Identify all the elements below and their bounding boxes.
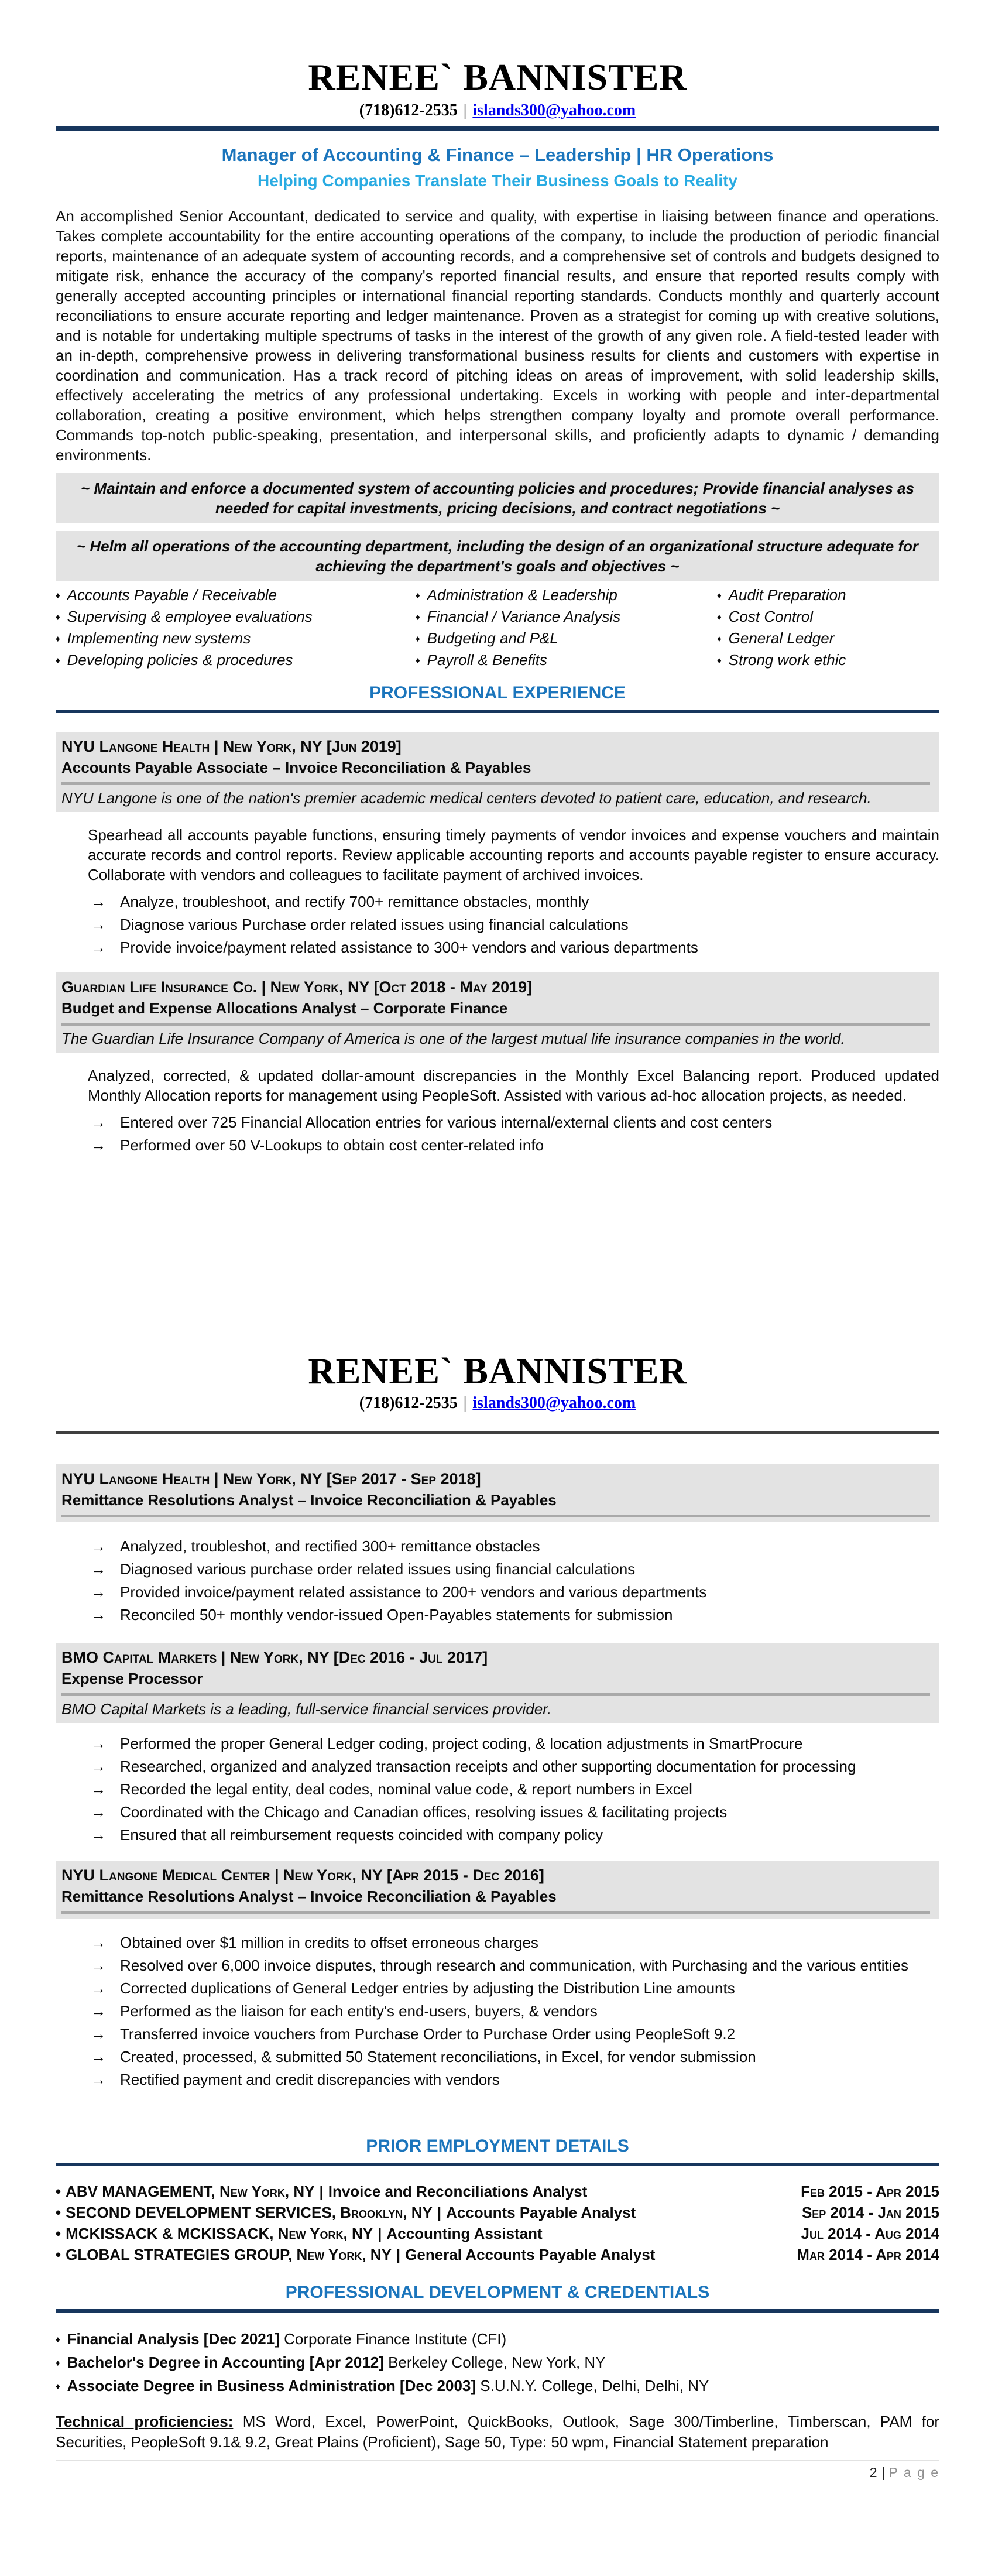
job-company-line: Guardian Life Insurance Co. | New York, NY [Oct 2018 - May 2019]: [61, 978, 533, 996]
quote-box: ~ Maintain and enforce a documented system of accounting policies and procedures; Provide financial analyses as needed for capital investments, pricing decisions, and contract negotiations ~: [56, 473, 939, 523]
bullet-item: [91, 1583, 939, 1601]
bullet-item: [91, 1560, 939, 1578]
summary-paragraph: An accomplished Senior Accountant, dedicated to service and quality, with expertise in liaising between finance and operations. Takes complete accountability for the entire accounting operations of the company, to include the production of periodic financial reports, maintenance of an adequate system of accounting records, and a comprehensive set of controls and budgets designed to mitigate risk, enhance the accuracy of the company's reported financial results, and ensure that reported results comply with generally accepted accounting principles or international financial reporting standards. Conducts monthly and quarterly account reconciliations to ensure accurate reporting and ledger maintenance. Proven as a strategist for coming up with creative solutions, and is notable for undertaking multiple spectrums of tasks in the interest of the growth of any given role. A field-tested leader with an in-depth, comprehensive prowess in delivering transformational business results for clients and customers with expertise in coordination and communication. Has a track record of pitching ideas on areas of improvement, with solid leadership skills, effectively accelerating the metrics of any professional undertaking. Excels in working with people and inter-departmental collaboration, creating a positive environment, which helps strengthen company loyalty and promote overall performance. Commands top-notch public-speaking, presentation, and interpersonal skills, and proficiently adapts to dynamic / demanding environments.: [56, 207, 939, 464]
bullet-text: Corrected duplications of General Ledger entries by adjusting the Distribution Line amounts: [120, 1979, 735, 1997]
development-section: [56, 2282, 939, 2452]
bullet-item: [91, 1735, 939, 1752]
arrow-bullet-icon: →: [91, 1803, 106, 1821]
prior-row: [56, 2225, 939, 2242]
dot-bullet-icon: •: [56, 2183, 61, 2200]
job-entry: [56, 1643, 939, 1849]
footer-label: P a g e: [888, 2465, 939, 2480]
arrow-bullet-icon: →: [91, 1560, 106, 1578]
skill-label: Financial / Variance Analysis: [427, 608, 621, 625]
bullet-item: [91, 1780, 939, 1798]
skill-item: [717, 607, 939, 629]
skills-column-2: [416, 585, 717, 672]
skill-label: Strong work ethic: [728, 651, 846, 669]
job-divider: [61, 1023, 930, 1026]
skill-item: [56, 585, 416, 607]
bullet-text: Performed over 50 V-Lookups to obtain cost center-related info: [120, 1136, 544, 1154]
job-header-box: [56, 1643, 939, 1723]
job-entry: [56, 1464, 939, 1629]
contact-line: [56, 101, 939, 121]
prior-left: [56, 2225, 801, 2242]
credential-item: [56, 2330, 939, 2351]
diamond-bullet-icon: ♦: [717, 656, 722, 666]
skill-item: [56, 607, 416, 629]
bullet-item: [91, 1803, 939, 1821]
credential-detail: S.U.N.Y. College, Delhi, Delhi, NY: [476, 2377, 709, 2395]
job-header-box: [56, 972, 939, 1053]
email-link[interactable]: islands300@yahoo.com: [472, 1394, 636, 1412]
skill-label: Administration & Leadership: [427, 586, 617, 604]
bullet-text: Provided invoice/payment related assistance to 200+ vendors and various departments: [120, 1583, 707, 1601]
skills-list: [56, 585, 939, 672]
job-description: NYU Langone is one of the nation's premier academic medical centers devoted to patient care, education, and research.: [61, 789, 872, 807]
credential-title: Financial Analysis [Dec 2021]: [67, 2330, 280, 2348]
job-paragraph: Analyzed, corrected, & updated dollar-amount discrepancies in the Monthly Excel Balancing report. Produced updated Monthly Allocation reports for management using PeopleSoft. Assisted with various ad-hoc allocation projects, as needed.: [88, 1067, 939, 1104]
diamond-bullet-icon: ♦: [717, 612, 722, 622]
bullet-item: [91, 1136, 939, 1154]
prior-employment-section: [56, 2136, 939, 2267]
technical-proficiencies: [56, 2411, 939, 2452]
section-heading-development: PROFESSIONAL DEVELOPMENT & CREDENTIALS: [285, 2283, 710, 2302]
skill-item: [56, 650, 416, 672]
bullet-text: Provide invoice/payment related assistance to 300+ vendors and various departments: [120, 938, 698, 956]
job-company-line: NYU Langone Health | New York, NY [Jun 2019]: [61, 738, 402, 755]
skill-item: [717, 585, 939, 607]
bullet-item: [91, 1934, 939, 1951]
bullet-item: [91, 1114, 939, 1131]
skill-item: [416, 629, 717, 650]
credential-item: [56, 2377, 939, 2397]
bullet-text: Analyzed, troubleshot, and rectified 300+ remittance obstacles: [120, 1537, 540, 1555]
arrow-bullet-icon: →: [91, 1758, 106, 1775]
arrow-bullet-icon: →: [91, 938, 106, 956]
arrow-bullet-icon: →: [91, 1735, 106, 1752]
skill-item: [416, 650, 717, 672]
bullet-item: [91, 1979, 939, 1997]
skill-item: [56, 629, 416, 650]
prior-separator: |: [437, 2204, 442, 2221]
bullet-text: Diagnose various Purchase order related issues using financial calculations: [120, 916, 629, 933]
prior-dates: Sep 2014 - Jan 2015: [801, 2204, 939, 2221]
arrow-bullet-icon: →: [91, 1934, 106, 1951]
bullet-text: Obtained over $1 million in credits to offset erroneous charges: [120, 1934, 538, 1951]
job-title-line: Remittance Resolutions Analyst – Invoice Reconciliation & Payables: [61, 1888, 557, 1905]
job-title-line: Expense Processor: [61, 1670, 203, 1687]
prior-company: GLOBAL STRATEGIES GROUP, New York, NY: [66, 2246, 392, 2263]
prior-company: MCKISSACK & MCKISSACK, New York, NY: [66, 2225, 373, 2242]
prior-company: ABV MANAGEMENT, New York, NY: [66, 2183, 315, 2200]
bullet-text: Rectified payment and credit discrepancies with vendors: [120, 2071, 500, 2088]
arrow-bullet-icon: →: [91, 1537, 106, 1555]
arrow-bullet-icon: →: [91, 1780, 106, 1798]
contact-separator: |: [463, 1394, 467, 1412]
footer-text: [56, 2465, 939, 2481]
prior-separator: |: [378, 2225, 382, 2242]
footer: [56, 2460, 939, 2481]
prior-row: [56, 2204, 939, 2221]
prior-dates: Mar 2014 - Apr 2014: [797, 2246, 939, 2263]
job-company-line: BMO Capital Markets | New York, NY [Dec 2016 - Jul 2017]: [61, 1649, 488, 1666]
credential-item: [56, 2354, 939, 2374]
job-company-line: NYU Langone Health | New York, NY [Sep 2017 - Sep 2018]: [61, 1470, 481, 1488]
page1-header: [56, 57, 939, 190]
skill-label: Implementing new systems: [67, 629, 251, 647]
bullet-item: [91, 1957, 939, 1974]
bullet-item: [91, 1537, 939, 1555]
diamond-bullet-icon: ♦: [416, 656, 420, 666]
section-rule: [56, 710, 939, 713]
job-header-box: [56, 1861, 939, 1919]
bullet-item: [91, 1758, 939, 1775]
headline-title: Manager of Accounting & Finance – Leadership | HR Operations: [221, 145, 774, 165]
job-bullets: [91, 1934, 939, 2088]
prior-role: Accounts Payable Analyst: [446, 2204, 636, 2221]
bullet-text: Created, processed, & submitted 50 Statement reconciliations, in Excel, for vendor submission: [120, 2048, 756, 2065]
job-title-line: Accounts Payable Associate – Invoice Reconciliation & Payables: [61, 759, 531, 776]
section-rule: [56, 2163, 939, 2166]
phone-number: (718)612-2535: [359, 1394, 458, 1412]
skill-label: Supervising & employee evaluations: [67, 608, 313, 625]
arrow-bullet-icon: →: [91, 893, 106, 910]
quote-box: ~ Helm all operations of the accounting department, including the design of an organizational structure adequate for achieving the department's goals and objectives ~: [56, 531, 939, 581]
diamond-bullet-icon: ♦: [56, 612, 60, 622]
footer-rule: [56, 2460, 939, 2461]
quotes-section: [56, 473, 939, 581]
job-divider: [61, 1911, 930, 1914]
prior-role: Invoice and Reconciliations Analyst: [328, 2183, 588, 2200]
page-number: 2: [869, 2465, 877, 2480]
prior-role: Accounting Assistant: [386, 2225, 543, 2242]
arrow-bullet-icon: →: [91, 916, 106, 933]
job-entry: [56, 1861, 939, 2094]
diamond-bullet-icon: ♦: [416, 591, 420, 601]
credential-detail: Corporate Finance Institute (CFI): [279, 2330, 507, 2348]
bullet-text: Transferred invoice vouchers from Purchase Order to Purchase Order using PeopleSoft 9.2: [120, 2025, 736, 2043]
job-divider: [61, 1515, 930, 1517]
bullet-item: [91, 893, 939, 910]
diamond-bullet-icon: ♦: [56, 2382, 60, 2392]
arrow-bullet-icon: →: [91, 2048, 106, 2065]
arrow-bullet-icon: →: [91, 1979, 106, 1997]
prior-role: General Accounts Payable Analyst: [405, 2246, 656, 2263]
dot-bullet-icon: •: [56, 2204, 61, 2221]
bullet-item: [91, 938, 939, 956]
prior-separator: |: [396, 2246, 401, 2263]
job-description: BMO Capital Markets is a leading, full-service financial services provider.: [61, 1700, 552, 1718]
header-rule: [56, 126, 939, 131]
arrow-bullet-icon: →: [91, 1606, 106, 1623]
bullet-item: [91, 916, 939, 933]
job-description: The Guardian Life Insurance Company of America is one of the largest mutual life insurance companies in the world.: [61, 1030, 845, 1047]
skill-label: Budgeting and P&L: [427, 629, 558, 647]
prior-row: [56, 2183, 939, 2200]
prior-row: [56, 2246, 939, 2263]
bullet-item: [91, 2025, 939, 2043]
diamond-bullet-icon: ♦: [416, 612, 420, 622]
job-title-line: Budget and Expense Allocations Analyst – Corporate Finance: [61, 999, 508, 1017]
phone-number: (718)612-2535: [359, 101, 458, 119]
bullet-text: Reconciled 50+ monthly vendor-issued Open-Payables statements for submission: [120, 1606, 673, 1623]
bullet-item: [91, 2002, 939, 2020]
skill-item: [717, 629, 939, 650]
candidate-name: RENEE` BANNISTER: [308, 56, 687, 98]
prior-left: [56, 2183, 801, 2200]
headline-tagline: Helping Companies Translate Their Business Goals to Reality: [258, 172, 737, 190]
skills-column-3: [717, 585, 939, 672]
credentials-list: [56, 2330, 939, 2397]
bullet-item: [91, 2048, 939, 2065]
arrow-bullet-icon: →: [91, 1957, 106, 1974]
job-bullets: [91, 893, 939, 956]
prior-company: SECOND DEVELOPMENT SERVICES, Brooklyn, NY: [66, 2204, 433, 2221]
diamond-bullet-icon: ♦: [56, 634, 60, 644]
bullet-text: Recorded the legal entity, deal codes, nominal value code, & report numbers in Excel: [120, 1780, 692, 1798]
skill-label: General Ledger: [728, 629, 835, 647]
credential-detail: Berkeley College, New York, NY: [383, 2354, 606, 2371]
candidate-name: RENEE` BANNISTER: [308, 1350, 687, 1392]
job-entry: [56, 732, 939, 961]
job-header-box: [56, 732, 939, 812]
dot-bullet-icon: •: [56, 2246, 61, 2263]
section-heading-experience: PROFESSIONAL EXPERIENCE: [369, 683, 626, 703]
footer-separator: |: [881, 2465, 886, 2480]
arrow-bullet-icon: →: [91, 2025, 106, 2043]
section-rule: [56, 2309, 939, 2313]
skill-label: Cost Control: [728, 608, 814, 625]
skills-column-1: [56, 585, 416, 672]
credential-title: Associate Degree in Business Administration [Dec 2003]: [67, 2377, 476, 2395]
bullet-text: Coordinated with the Chicago and Canadian offices, resolving issues & facilitating projects: [120, 1803, 728, 1821]
bullet-item: [91, 1826, 939, 1844]
arrow-bullet-icon: →: [91, 1583, 106, 1601]
job-bullets: [91, 1114, 939, 1154]
arrow-bullet-icon: →: [91, 1114, 106, 1131]
credential-title: Bachelor's Degree in Accounting [Apr 2012]: [67, 2354, 384, 2371]
arrow-bullet-icon: →: [91, 2071, 106, 2088]
section-heading-prior: PRIOR EMPLOYMENT DETAILS: [366, 2136, 629, 2156]
skill-label: Developing policies & procedures: [67, 651, 293, 669]
skill-label: Accounts Payable / Receivable: [67, 586, 277, 604]
dot-bullet-icon: •: [56, 2225, 61, 2242]
job-paragraph: Spearhead all accounts payable functions, ensuring timely payments of vendor invoices and expense vouchers and maintain accurate records and control reports. Review applicable accounting reports and accounts payable register to ensure accuracy. Collaborate with vendors and colleagues to facilitate payment of archived invoices.: [88, 826, 939, 883]
email-link[interactable]: islands300@yahoo.com: [472, 101, 636, 119]
bullet-text: Entered over 725 Financial Allocation entries for various internal/external clients and cost centers: [120, 1114, 773, 1131]
diamond-bullet-icon: ♦: [56, 591, 60, 601]
bullet-text: Researched, organized and analyzed transaction receipts and other supporting documentation for processing: [120, 1758, 856, 1775]
bullet-text: Performed the proper General Ledger coding, project coding, & location adjustments in SmartProcure: [120, 1735, 803, 1752]
skill-item: [416, 607, 717, 629]
arrow-bullet-icon: →: [91, 2002, 106, 2020]
bullet-text: Resolved over 6,000 invoice disputes, through research and communication, with Purchasing and the various entities: [120, 1957, 908, 1974]
skill-label: Audit Preparation: [728, 586, 846, 604]
job-entry: [56, 972, 939, 1159]
page2-header: [56, 1351, 939, 1434]
bullet-text: Performed as the liaison for each entity's end-users, buyers, & vendors: [120, 2002, 598, 2020]
bullet-item: [91, 2071, 939, 2088]
prior-left: [56, 2204, 802, 2221]
diamond-bullet-icon: ♦: [56, 656, 60, 666]
diamond-bullet-icon: ♦: [56, 2358, 60, 2368]
prior-dates: Jul 2014 - Aug 2014: [801, 2225, 939, 2242]
contact-line: [56, 1393, 939, 1413]
bullet-item: [91, 1606, 939, 1623]
job-bullets: [91, 1735, 939, 1844]
arrow-bullet-icon: →: [91, 1826, 106, 1844]
technical-label: Technical proficiencies:: [56, 2413, 234, 2430]
job-divider: [61, 782, 930, 785]
bullet-text: Ensured that all reimbursement requests coincided with company policy: [120, 1826, 603, 1844]
summary-section: [56, 206, 939, 465]
prior-left: [56, 2246, 797, 2263]
diamond-bullet-icon: ♦: [416, 634, 420, 644]
job-bullets: [91, 1537, 939, 1623]
prior-dates: Feb 2015 - Apr 2015: [801, 2183, 939, 2200]
experience-section-header: [56, 683, 939, 713]
skill-label: Payroll & Benefits: [427, 651, 547, 669]
diamond-bullet-icon: ♦: [56, 2335, 60, 2345]
diamond-bullet-icon: ♦: [717, 634, 722, 644]
job-header-box: [56, 1464, 939, 1522]
job-title-line: Remittance Resolutions Analyst – Invoice Reconciliation & Payables: [61, 1491, 557, 1509]
job-company-line: NYU Langone Medical Center | New York, NY [Apr 2015 - Dec 2016]: [61, 1866, 544, 1884]
skill-item: [416, 585, 717, 607]
arrow-bullet-icon: →: [91, 1136, 106, 1154]
bullet-text: Analyze, troubleshoot, and rectify 700+ remittance obstacles, monthly: [120, 893, 589, 910]
prior-separator: |: [319, 2183, 324, 2200]
job-divider: [61, 1693, 930, 1696]
technical-text: MS Word, Excel, PowerPoint, QuickBooks, Outlook, Sage 300/Timberline, Timberscan, PAM for Securities, PeopleSoft 9.1& 9.2, Great Plains (Proficient), Sage 50, Type: 50 wpm, Financial Statement preparation: [56, 2413, 939, 2451]
prior-rows: [56, 2183, 939, 2263]
contact-separator: |: [463, 101, 467, 119]
bullet-text: Diagnosed various purchase order related issues using financial calculations: [120, 1560, 636, 1578]
skill-item: [717, 650, 939, 672]
diamond-bullet-icon: ♦: [717, 591, 722, 601]
page2-header-rule: [56, 1431, 939, 1434]
